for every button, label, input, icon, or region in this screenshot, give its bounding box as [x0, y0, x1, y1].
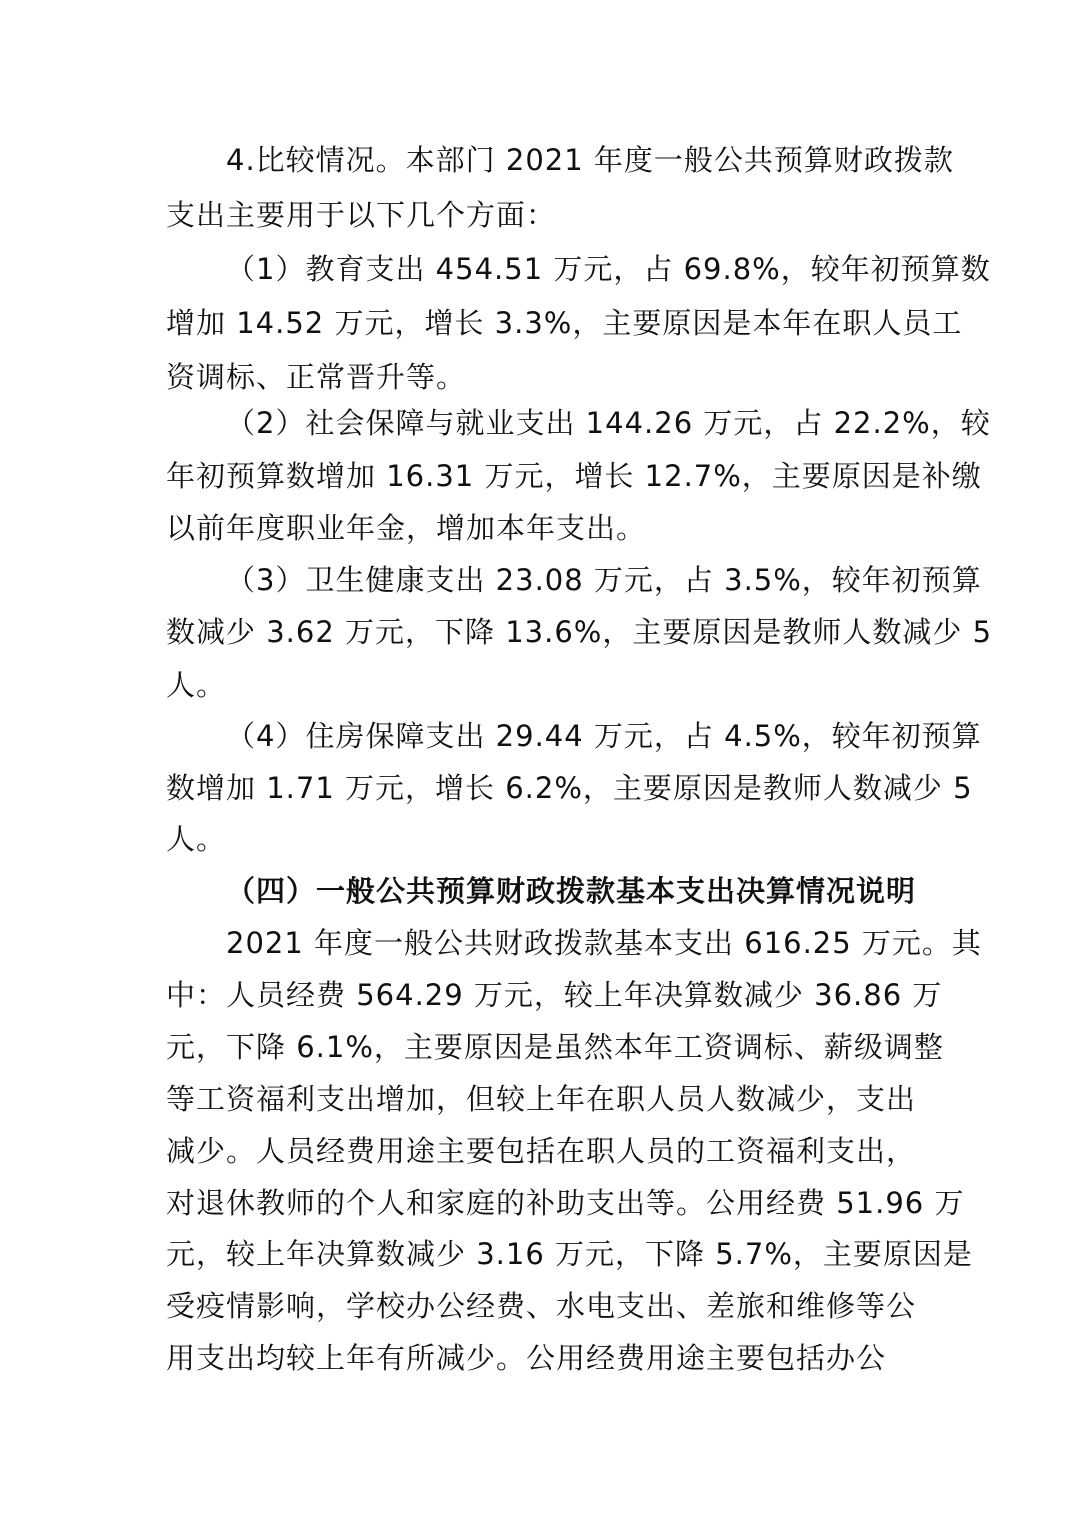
- text-line: （4）住房保障支出 29.44 万元，占 4.5%，较年初预算: [226, 719, 982, 753]
- text-line: 减少。人员经费用途主要包括在职人员的工资福利支出，: [166, 1134, 917, 1168]
- text-line: 以前年度职业年金，增加本年支出。: [166, 511, 647, 545]
- text-line: 年初预算数增加 16.31 万元，增长 12.7%，主要原因是补缴: [166, 459, 982, 493]
- text-line: 元，较上年决算数减少 3.16 万元，下降 5.7%，主要原因是: [166, 1237, 973, 1271]
- text-line: 资调标、正常晋升等。: [166, 360, 467, 394]
- text-line: 人。: [166, 668, 227, 702]
- text-line: 对退休教师的个人和家庭的补助支出等。公用经费 51.96 万: [166, 1186, 965, 1220]
- text-line: 元，下降 6.1%，主要原因是虽然本年工资调标、薪级调整: [166, 1030, 944, 1064]
- text-line: （2）社会保障与就业支出 144.26 万元，占 22.2%，较: [226, 406, 991, 440]
- text-line: 4.比较情况。本部门 2021 年度一般公共预算财政拨款: [226, 143, 954, 177]
- text-line: 受疫情影响，学校办公经费、水电支出、差旅和维修等公: [166, 1289, 917, 1323]
- text-line: 2021 年度一般公共财政拨款基本支出 616.25 万元。其: [226, 926, 982, 960]
- text-line: 用支出均较上年有所减少。公用经费用途主要包括办公: [166, 1341, 887, 1375]
- text-line: （3）卫生健康支出 23.08 万元，占 3.5%，较年初预算: [226, 563, 982, 597]
- text-line: 人。: [166, 822, 227, 856]
- text-line: 数减少 3.62 万元，下降 13.6%，主要原因是教师人数减少 5: [166, 615, 993, 649]
- text-line: 数增加 1.71 万元，增长 6.2%，主要原因是教师人数减少 5: [166, 771, 973, 805]
- text-line: 增加 14.52 万元，增长 3.3%，主要原因是本年在职人员工: [166, 306, 963, 340]
- text-line: （1）教育支出 454.51 万元，占 69.8%，较年初预算数: [226, 252, 991, 286]
- section-heading: （四）一般公共预算财政拨款基本支出决算情况说明: [226, 874, 917, 908]
- text-line: 等工资福利支出增加，但较上年在职人员人数减少，支出: [166, 1082, 917, 1116]
- text-line: 中：人员经费 564.29 万元，较上年决算数减少 36.86 万: [166, 978, 943, 1012]
- text-line: 支出主要用于以下几个方面：: [166, 198, 557, 232]
